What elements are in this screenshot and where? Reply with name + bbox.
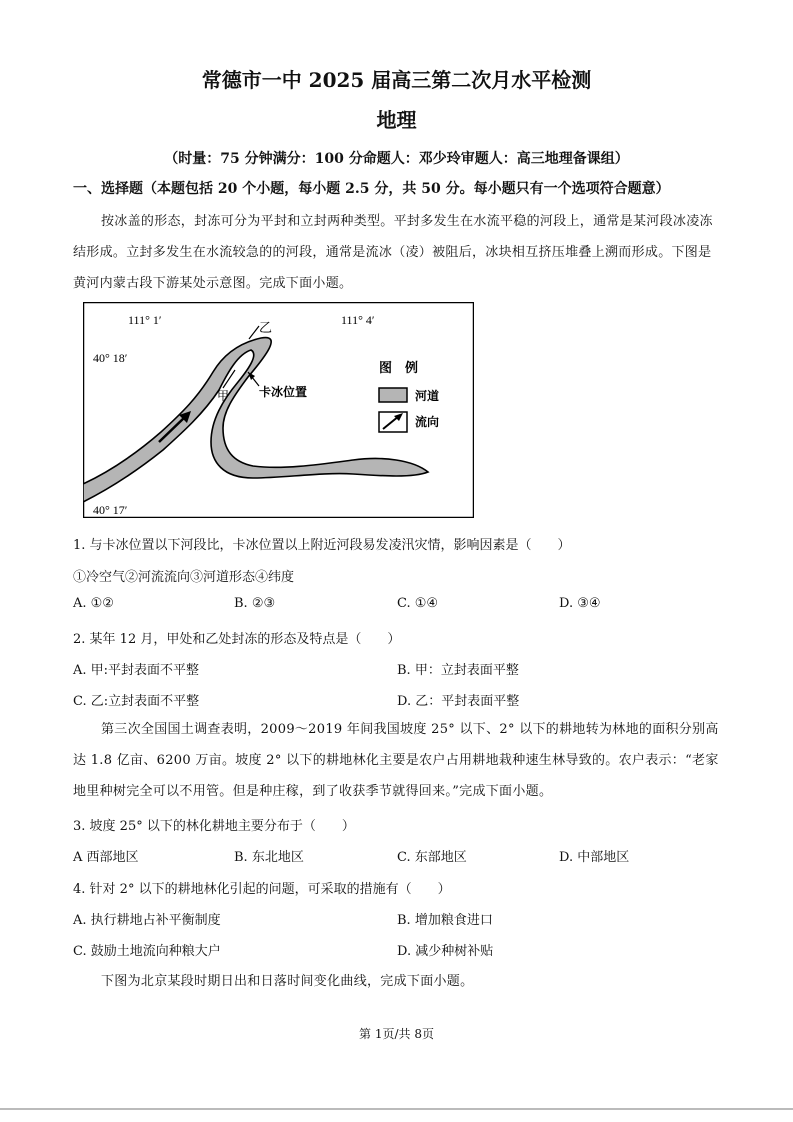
- label-yi: 乙: [259, 321, 273, 336]
- q2-option-d[interactable]: D. 乙：平封表面平整: [397, 694, 520, 709]
- lon-left-label: 111° 1′: [128, 313, 162, 327]
- label-jia: 甲: [217, 389, 230, 403]
- section-heading: 一、选择题（本题包括 20 个小题，每小题 2.5 分，共 50 分。每小题只有一个选项符合题意）: [73, 181, 670, 197]
- q3-option-b[interactable]: B. 东北地区: [234, 850, 304, 865]
- q1-option-d[interactable]: D. ③④: [559, 596, 601, 611]
- lat-top-label: 40° 18′: [93, 351, 128, 365]
- q4-option-a[interactable]: A. 执行耕地占补平衡制度: [73, 913, 221, 928]
- question-2-stem: 2. 某年 12 月，甲处和乙处封冻的形态及特点是（ ）: [73, 632, 401, 647]
- q1-option-c[interactable]: C. ①④: [397, 596, 439, 611]
- q3-option-a[interactable]: A 西部地区: [73, 850, 139, 865]
- legend-title: 图 例: [379, 361, 419, 376]
- q2-option-a[interactable]: A. 甲:平封表面不平整: [73, 663, 200, 678]
- exam-meta: （时量：75 分钟满分：100 分命题人：邓少玲审题人：高三地理备课组）: [164, 151, 629, 167]
- q3-option-d[interactable]: D. 中部地区: [559, 850, 630, 865]
- legend-flow-label: 流向: [415, 415, 440, 429]
- question-4-stem: 4. 针对 2° 以下的耕地林化引起的问题，可采取的措施有（ ）: [73, 882, 451, 897]
- passage-3: 下图为北京某段时期日出和日落时间变化曲线，完成下面小题。: [101, 974, 474, 989]
- label-ice-position: 卡冰位置: [259, 385, 308, 399]
- page-footer: 第 1页/共 8页: [359, 1027, 434, 1041]
- q2-option-c[interactable]: C. 乙:立封表面不平整: [73, 694, 200, 709]
- question-3-stem: 3. 坡度 25° 以下的林化耕地主要分布于（ ）: [73, 819, 355, 834]
- subject-title: 地理: [376, 108, 417, 132]
- q1-option-a[interactable]: A. ①②: [73, 596, 114, 611]
- bottom-divider: [0, 1108, 793, 1110]
- question-1-extra: ①冷空气②河流流向③河道形态④纬度: [73, 570, 295, 585]
- page-title: 常德市一中 2025 届高三第二次月水平检测: [201, 68, 592, 92]
- q1-option-b[interactable]: B. ②③: [234, 596, 276, 611]
- legend-river-label: 河道: [415, 389, 440, 403]
- question-1-stem: 1. 与卡冰位置以下河段比，卡冰位置以上附近河段易发凌汛灾情，影响因素是（ ）: [73, 538, 571, 553]
- lon-right-label: 111° 4′: [341, 313, 375, 327]
- q4-option-c[interactable]: C. 鼓励土地流向种粮大户: [73, 944, 221, 959]
- q4-option-d[interactable]: D. 减少种树补贴: [397, 944, 494, 959]
- q2-option-b[interactable]: B. 甲：立封表面平整: [397, 663, 519, 678]
- q3-option-c[interactable]: C. 东部地区: [397, 850, 467, 865]
- legend-river-swatch: [379, 388, 407, 402]
- q4-option-b[interactable]: B. 增加粮食进口: [397, 913, 493, 928]
- passage-2: 第三次全国国土调查表明，2009～2019 年间我国坡度 25° 以下、2° 以下的耕地转为林地的面积分别高达 1.8 亿亩、6200 万亩。坡度 2° 以下的耕地林化主要是农户占用耕地栽种速生林导致的。农户表示：“老家地里种树完全可以不用管。但是种庄稼，到了收获季节就得回来。”完成下面小题。: [73, 722, 719, 799]
- yellow-river-map: [83, 302, 474, 518]
- lat-bottom-label: 40° 17′: [93, 503, 128, 517]
- map-frame: [84, 303, 474, 518]
- passage-1: 按冰盖的形态，封冻可分为平封和立封两种类型。平封多发生在水流平稳的河段上，通常是某河段冰凌冻结形成。立封多发生在水流较急的的河段，通常是流冰（凌）被阻后，冰块相互挤压堆叠上溯而形成。下图是黄河内蒙古段下游某处示意图。完成下面小题。: [73, 214, 713, 291]
